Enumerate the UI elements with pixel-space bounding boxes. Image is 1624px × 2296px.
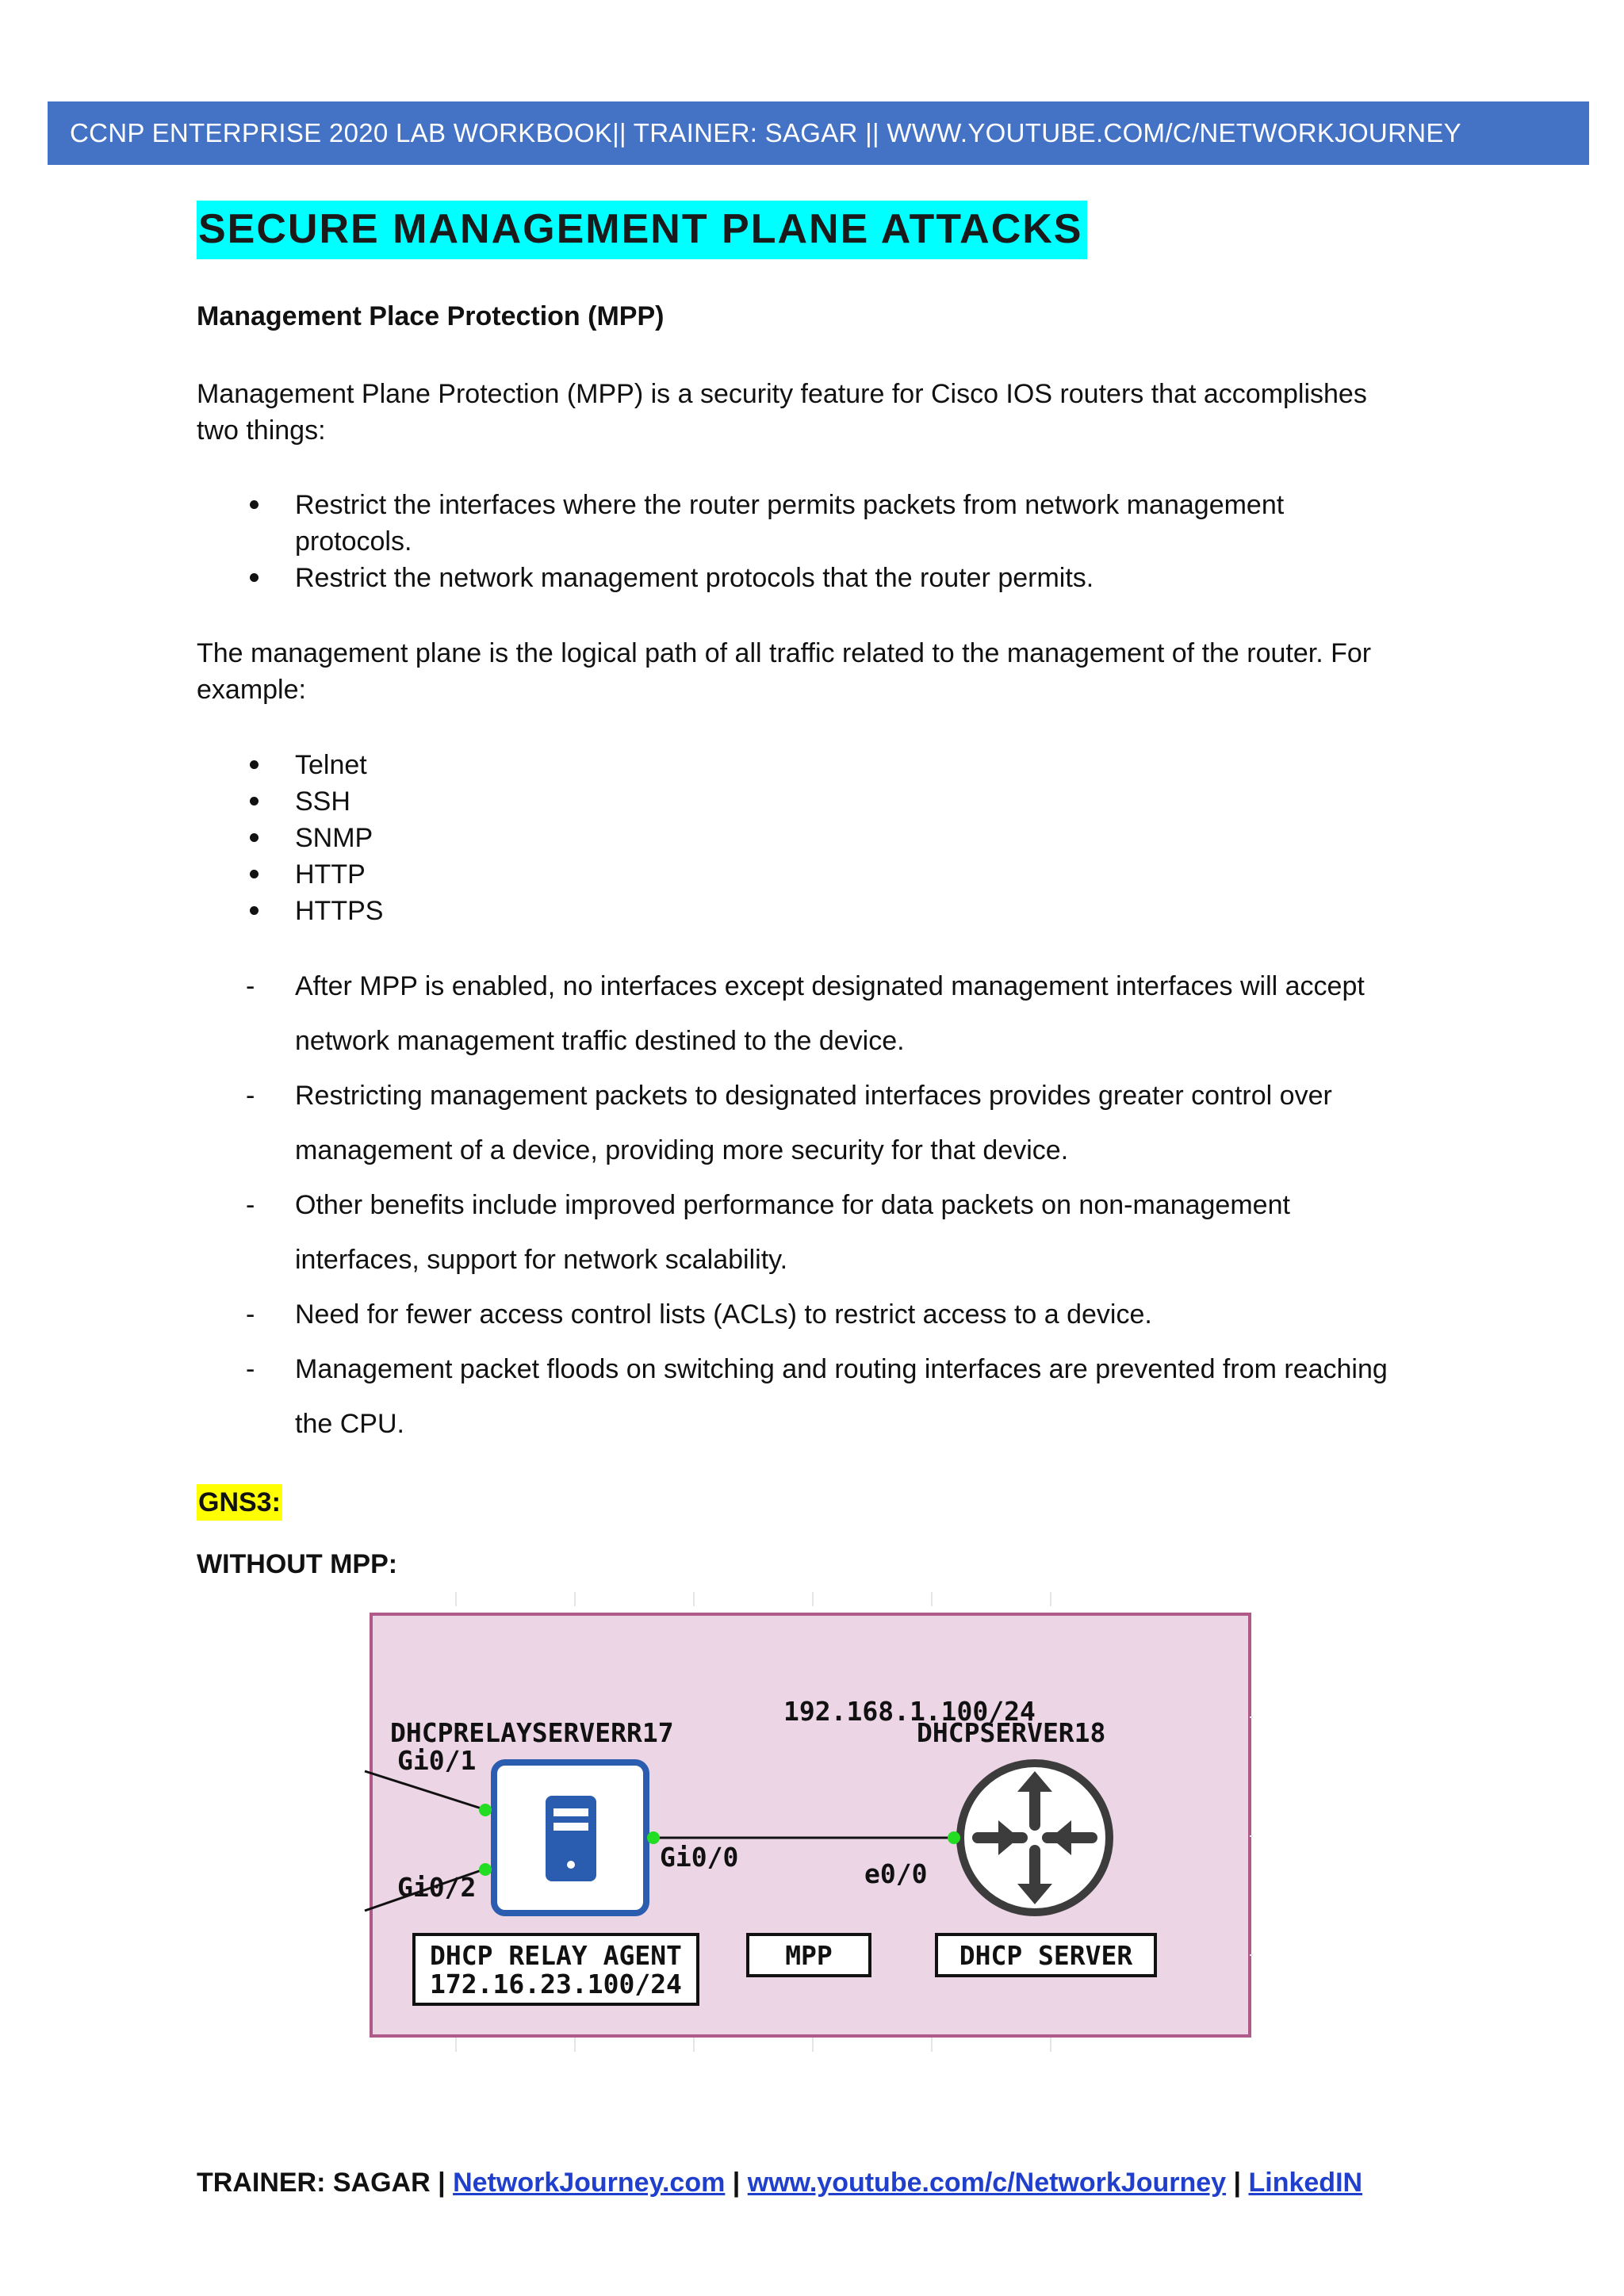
footer-separator: |: [1233, 2168, 1242, 2198]
plane-line-1: The management plane is the logical path of all traffic related to the management of the router. For: [197, 638, 1372, 668]
footer-link-networkjourney[interactable]: NetworkJourney.com: [453, 2168, 726, 2198]
list-item: [197, 1342, 1465, 1452]
list-item-line: - Management packet floods on switching and routing interfaces are prevented from reaching: [295, 1354, 1388, 1384]
list-item-line: interfaces, support for network scalability.: [295, 1245, 788, 1275]
topology-canvas: [349, 1592, 1253, 2052]
protocol-list: [197, 747, 383, 929]
list-item: [197, 560, 1284, 596]
intro-paragraph: [197, 376, 1367, 449]
list-item-line: network management traffic destined to the device.: [295, 1026, 905, 1056]
list-item-line: protocols.: [295, 526, 412, 557]
footer-separator: |: [732, 2168, 741, 2198]
list-item: HTTP: [197, 856, 383, 893]
plane-paragraph: [197, 635, 1371, 708]
list-item-line: the CPU.: [295, 1409, 404, 1439]
footer-trainer: TRAINER: SAGAR: [197, 2168, 431, 2198]
footer-separator: |: [438, 2168, 446, 2198]
intro-line-2: two things:: [197, 415, 326, 446]
server-ip-label: 192.168.1.100/24: [783, 1696, 1036, 1727]
list-item: SNMP: [197, 820, 383, 856]
list-item-line: - Other benefits include improved performance for data packets on non-management: [295, 1190, 1290, 1220]
list-item: Telnet: [197, 747, 383, 783]
footer-link-linkedin[interactable]: LinkedIN: [1248, 2168, 1363, 2198]
relay-server-node[interactable]: [494, 1762, 646, 1913]
relay-if-gi0-1-label: Gi0/1: [397, 1745, 477, 1776]
list-item: HTTPS: [197, 893, 383, 929]
list-item: [197, 487, 1284, 560]
list-item-line: Restrict the interfaces where the router permits packets from network management: [295, 490, 1285, 520]
plane-line-2: example:: [197, 675, 306, 705]
relay-if-gi0-0-label: Gi0/0: [660, 1842, 739, 1873]
list-item: [197, 1178, 1465, 1288]
dhcp-server-note-text: DHCP SERVER: [959, 1940, 1133, 1971]
relay-agent-note-title: DHCP RELAY AGENT: [430, 1940, 682, 1971]
dhcp-server-note: [936, 1934, 1155, 1976]
gns3-label: GNS3:: [197, 1484, 282, 1521]
benefits-list: [197, 959, 1465, 1452]
list-item-line: Restrict the network management protocols that the router permits.: [295, 563, 1094, 593]
server-hostname: DHCPSERVER18: [917, 1717, 1106, 1748]
mpp-note-text: MPP: [785, 1940, 833, 1971]
list-item-line: - Restricting management packets to designated interfaces provides greater control over: [295, 1081, 1332, 1111]
list-item: SSH: [197, 783, 383, 820]
relay-hostname: DHCPRELAYSERVERR17: [390, 1717, 674, 1748]
list-item-line: management of a device, providing more security for that device.: [295, 1135, 1069, 1165]
relay-agent-note: [414, 1934, 698, 2004]
list-item: [197, 1288, 1465, 1342]
page-header-bar: [48, 101, 1589, 165]
list-item-line: - Need for fewer access control lists (ACLs) to restrict access to a device.: [295, 1299, 1152, 1330]
without-mpp-heading: WITHOUT MPP:: [197, 1549, 398, 1579]
restrict-list: [197, 487, 1284, 596]
page-footer: [197, 2164, 1362, 2201]
mpp-note: [748, 1934, 870, 1976]
gns3-topology-diagram: [349, 1592, 1253, 2052]
intro-line-1: Management Plane Protection (MPP) is a security feature for Cisco IOS routers that accomplishes: [197, 379, 1367, 409]
page-title: SECURE MANAGEMENT PLANE ATTACKS: [197, 201, 1087, 259]
relay-if-gi0-2-label: Gi0/2: [397, 1872, 477, 1903]
list-item-line: - After MPP is enabled, no interfaces except designated management interfaces will accept: [295, 971, 1365, 1001]
server-icon: [546, 1796, 596, 1881]
router-node[interactable]: [960, 1763, 1109, 1912]
header-text: CCNP ENTERPRISE 2020 LAB WORKBOOK|| TRAINER: SAGAR || WWW.YOUTUBE.COM/C/NETWORKJOURNEY: [70, 118, 1461, 147]
footer-link-youtube[interactable]: www.youtube.com/c/NetworkJourney: [747, 2168, 1227, 2198]
relay-agent-note-ip: 172.16.23.100/24: [430, 1969, 682, 1999]
section-subtitle: Management Place Protection (MPP): [197, 301, 665, 331]
list-item: [197, 1069, 1465, 1178]
server-if-e0-0-label: e0/0: [864, 1858, 928, 1889]
list-item: [197, 959, 1465, 1069]
